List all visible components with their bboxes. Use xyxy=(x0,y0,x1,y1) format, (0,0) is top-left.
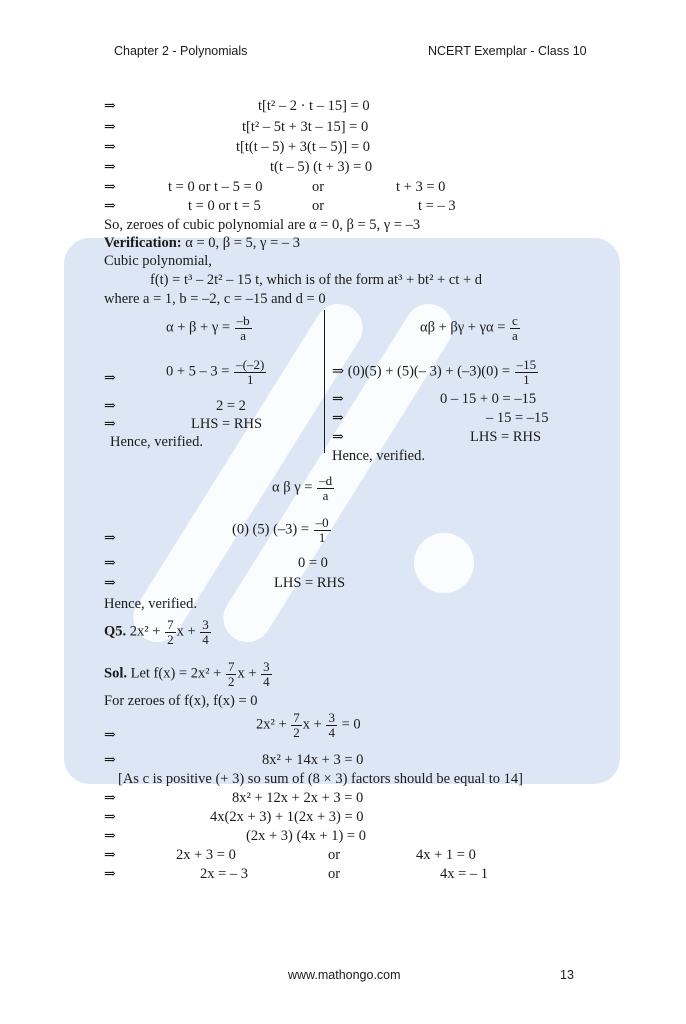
denominator: a xyxy=(512,327,518,343)
implies-arrow: ⇒ xyxy=(332,430,344,445)
eq-line: 8x² + 14x + 3 = 0 xyxy=(262,752,364,768)
eq-line: or xyxy=(328,847,341,863)
implies-arrow: ⇒ xyxy=(104,576,116,591)
eq-line: 4x = – 1 xyxy=(440,866,489,882)
sum-substituted xyxy=(166,358,267,386)
pairs-label: αβ + βγ + γα = xyxy=(420,319,506,336)
implies-arrow: ⇒ xyxy=(332,392,344,407)
expr-part: 2x² + xyxy=(129,623,161,640)
implies-arrow: ⇒ xyxy=(104,531,116,546)
numerator: 7 xyxy=(227,659,235,674)
implies-arrow: ⇒ xyxy=(104,180,116,195)
eq-line: t[t(t – 5) + 3(t – 5)] = 0 xyxy=(236,139,370,155)
pairs-sub-label: ⇒ (0)(5) + (5)(– 3) + (–3)(0) = xyxy=(332,363,511,380)
verification-values: α = 0, β = 5, γ = – 3 xyxy=(181,235,301,251)
implies-arrow: ⇒ xyxy=(104,120,116,135)
eq-line: 2 = 2 xyxy=(216,398,246,414)
expr-part: x + xyxy=(302,716,322,733)
page-number: 13 xyxy=(560,968,574,982)
eq-line: LHS = RHS xyxy=(191,416,263,432)
numerator: 7 xyxy=(167,617,174,632)
numerator: 3 xyxy=(202,617,209,632)
factor-note: [As c is positive (+ 3) so sum of (8 × 3) factors should be equal to 14] xyxy=(118,771,523,787)
fraction xyxy=(326,711,337,739)
eq-line xyxy=(256,711,361,739)
fraction xyxy=(226,660,237,688)
footer-website: www.mathongo.com xyxy=(288,968,401,982)
product-sub-label: (0) (5) (–3) = xyxy=(232,521,310,538)
implies-arrow: ⇒ xyxy=(104,753,116,768)
eq-line: or xyxy=(312,179,325,195)
denominator: 2 xyxy=(167,631,174,647)
implies-arrow: ⇒ xyxy=(104,829,116,844)
sum-roots xyxy=(166,314,253,342)
implies-arrow: ⇒ xyxy=(332,411,344,426)
fraction xyxy=(200,618,211,646)
denominator: 4 xyxy=(202,631,209,647)
hence-verified: Hence, verified. xyxy=(110,434,203,450)
numerator: –b xyxy=(236,313,250,328)
denominator: a xyxy=(322,487,329,503)
numerator: –(–2) xyxy=(236,357,265,372)
implies-arrow: ⇒ xyxy=(104,728,116,743)
implies-arrow: ⇒ xyxy=(104,810,116,825)
implies-arrow: ⇒ xyxy=(104,556,116,571)
pairs-substituted xyxy=(332,358,539,386)
header-chapter: Chapter 2 - Polynomials xyxy=(114,44,248,58)
eq-line: 4x(2x + 3) + 1(2x + 3) = 0 xyxy=(210,809,364,825)
sum-label: α + β + γ = xyxy=(166,319,231,336)
implies-arrow: ⇒ xyxy=(104,140,116,155)
cubic-text: Cubic polynomial, xyxy=(104,253,212,269)
where-text: where a = 1, b = –2, c = –15 and d = 0 xyxy=(104,291,326,307)
zeroes-text: So, zeroes of cubic polynomial are α = 0, β = 5, γ = –3 xyxy=(104,217,421,233)
denominator: 4 xyxy=(263,673,270,689)
eq-line: 2x + 3 = 0 xyxy=(176,847,236,863)
implies-arrow: ⇒ xyxy=(104,160,116,175)
denominator: 1 xyxy=(523,371,530,387)
ft-text: f(t) = t³ – 2t² – 15 t, which is of the form at³ + bt² + ct + d xyxy=(150,272,482,288)
denominator: a xyxy=(240,327,247,343)
product-roots xyxy=(272,474,335,502)
implies-arrow: ⇒ xyxy=(104,199,116,214)
column-divider xyxy=(324,310,325,453)
denominator: 2 xyxy=(227,673,235,689)
numerator: –d xyxy=(319,473,333,488)
fraction xyxy=(317,474,334,502)
numerator: c xyxy=(512,313,518,328)
eq-line: t = 0 or t = 5 xyxy=(188,198,261,214)
fraction xyxy=(165,618,176,646)
eq-line: 4x + 1 = 0 xyxy=(416,847,476,863)
numerator: 3 xyxy=(328,710,335,725)
eq-line: – 15 = –15 xyxy=(486,410,549,426)
verification-label: Verification: xyxy=(104,235,182,251)
numerator: 7 xyxy=(293,710,300,725)
fraction xyxy=(515,358,539,386)
denominator: 4 xyxy=(328,724,335,740)
eq-line: t(t – 5) (t + 3) = 0 xyxy=(270,159,373,175)
product-substituted xyxy=(232,516,332,544)
fraction xyxy=(510,314,520,342)
implies-arrow: ⇒ xyxy=(104,417,116,432)
question-label: Q5. xyxy=(104,623,127,640)
implies-arrow: ⇒ xyxy=(104,791,116,806)
solution-start xyxy=(104,660,273,688)
verification-line xyxy=(104,236,300,251)
implies-arrow: ⇒ xyxy=(104,371,116,386)
numerator: 3 xyxy=(263,659,270,674)
eq-line: 0 – 15 + 0 = –15 xyxy=(440,391,537,407)
hence-verified: Hence, verified. xyxy=(104,596,197,612)
denominator: 2 xyxy=(293,724,300,740)
eq-line: (2x + 3) (4x + 1) = 0 xyxy=(246,828,366,844)
eq-line: or xyxy=(328,866,341,882)
eq-line: or xyxy=(312,198,325,214)
expr-part: 2x² + xyxy=(256,716,287,733)
question-5 xyxy=(104,618,212,646)
implies-arrow: ⇒ xyxy=(104,99,116,114)
eq-line: t = – 3 xyxy=(418,198,456,214)
denominator: 1 xyxy=(246,371,254,387)
eq-line: t = 0 or t – 5 = 0 xyxy=(168,179,263,195)
expr-part: x + xyxy=(237,665,257,682)
fraction xyxy=(235,314,252,342)
product-pairs xyxy=(420,314,521,342)
eq-line: 2x = – 3 xyxy=(200,866,249,882)
eq-line: t[t² – 5t + 3t – 15] = 0 xyxy=(242,119,369,135)
hence-verified: Hence, verified. xyxy=(332,448,425,464)
fraction xyxy=(234,358,266,386)
product-label: α β γ = xyxy=(272,479,313,496)
sum-sub-label: 0 + 5 – 3 = xyxy=(166,363,230,380)
implies-arrow: ⇒ xyxy=(104,399,116,414)
fraction xyxy=(314,516,331,544)
expr-part: x + xyxy=(176,623,196,640)
implies-arrow: ⇒ xyxy=(104,848,116,863)
solution-label: Sol. xyxy=(104,665,127,682)
eq-line: LHS = RHS xyxy=(274,575,346,591)
numerator: –0 xyxy=(315,515,329,530)
eq-line: 0 = 0 xyxy=(298,555,328,571)
expr-part: = 0 xyxy=(341,716,361,733)
eq-line: t + 3 = 0 xyxy=(396,179,446,195)
implies-arrow: ⇒ xyxy=(104,867,116,882)
header-book: NCERT Exemplar - Class 10 xyxy=(428,44,587,58)
for-zeroes: For zeroes of f(x), f(x) = 0 xyxy=(104,693,258,709)
expr-part: Let f(x) = 2x² + xyxy=(130,665,222,682)
eq-line: 8x² + 12x + 2x + 3 = 0 xyxy=(232,790,364,806)
fraction xyxy=(261,660,272,688)
fraction xyxy=(291,711,302,739)
denominator: 1 xyxy=(318,529,326,545)
eq-line: LHS = RHS xyxy=(470,429,542,445)
eq-line: t[t² – 2 · t – 15] = 0 xyxy=(258,98,370,114)
numerator: –15 xyxy=(516,357,537,372)
